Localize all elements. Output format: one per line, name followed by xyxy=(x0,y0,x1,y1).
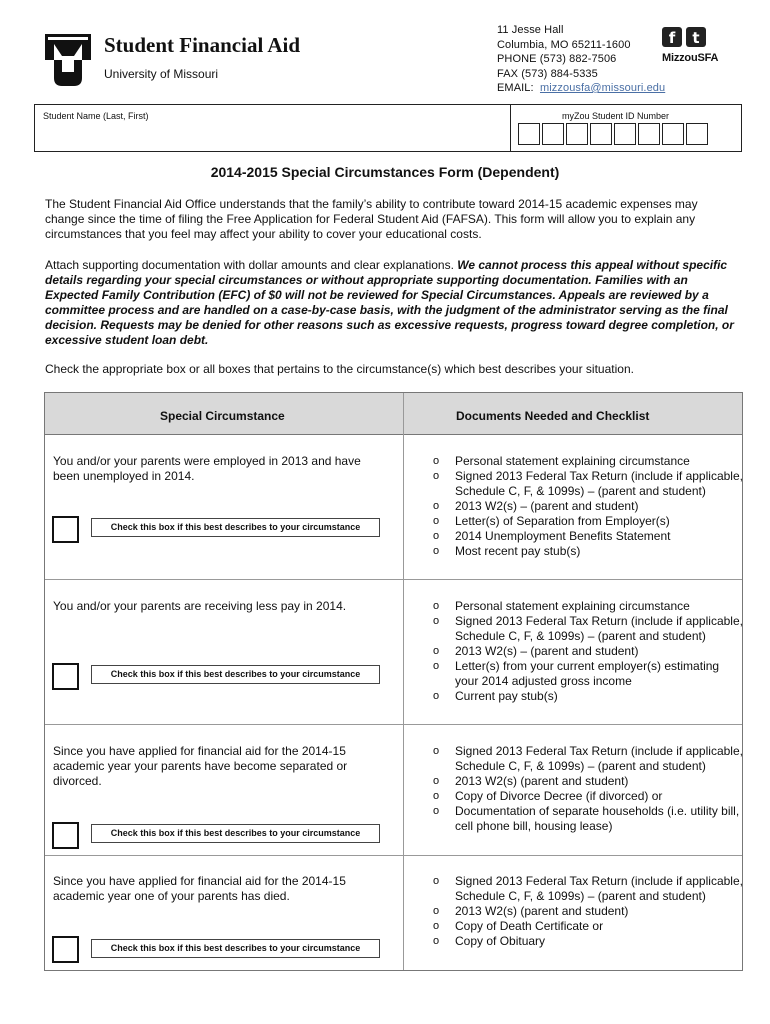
id-cell[interactable] xyxy=(662,123,684,145)
doc-item: o Current pay stub(s) xyxy=(433,689,743,704)
id-cell[interactable] xyxy=(614,123,636,145)
circumstance-text-1: You and/or your parents were employed in 2013 and have been unemployed in 2014. xyxy=(53,454,361,483)
circumstance-checkbox-1[interactable] xyxy=(52,516,79,543)
doc-item: o 2013 W2(s) – (parent and student) xyxy=(433,499,743,514)
doc-item: o Letter(s) from your current employer(s) estimating your 2014 adjusted gross income xyxy=(433,659,743,689)
address-line-1: 11 Jesse Hall xyxy=(497,24,564,36)
email-link[interactable]: mizzousfa@missouri.edu xyxy=(539,82,666,94)
email-label: EMAIL: xyxy=(497,82,534,94)
intro-paragraph: The Student Financial Aid Office understands that the family’s ability to contribute toward 2014-15 academic expenses may change since the time of filing the Free Application for Federal Student Aid (FAFSA). This form will allow you to explain any circumstances that you feel may affect your ability to cover your educational costs. xyxy=(45,197,698,241)
instruction-text: Check the appropriate box or all boxes that pertains to the circumstance(s) which best describes your situation. xyxy=(45,362,634,376)
doc-item: o 2013 W2(s) – (parent and student) xyxy=(433,644,743,659)
id-cell[interactable] xyxy=(590,123,612,145)
circumstance-table xyxy=(44,392,743,971)
attach-plain: Attach supporting documentation with dollar amounts and clear explanations. xyxy=(45,258,458,272)
university-name: University of Missouri xyxy=(104,67,219,81)
id-cell[interactable] xyxy=(638,123,660,145)
checkbox-label-4: Check this box if this best describes to your circumstance xyxy=(91,939,380,958)
circumstance-text-3: Since you have applied for financial aid for the 2014-15 academic year your parents have become separated or divorced. xyxy=(53,744,348,788)
checkbox-label-1: Check this box if this best describes to your circumstance xyxy=(91,518,380,537)
id-cell[interactable] xyxy=(542,123,564,145)
twitter-icon[interactable]: t xyxy=(686,27,706,47)
circumstance-checkbox-4[interactable] xyxy=(52,936,79,963)
attach-paragraph xyxy=(45,258,735,348)
student-box-divider xyxy=(510,105,511,151)
circumstance-checkbox-2[interactable] xyxy=(52,663,79,690)
circumstance-checkbox-3[interactable] xyxy=(52,822,79,849)
circumstance-text-4: Since you have applied for financial aid for the 2014-15 academic year one of your parents has died. xyxy=(53,874,346,903)
doc-item: o Personal statement explaining circumstance xyxy=(433,454,743,469)
col-header-documents: Documents Needed and Checklist xyxy=(456,409,650,423)
id-cell[interactable] xyxy=(686,123,708,145)
doc-item: o Signed 2013 Federal Tax Return (include if applicable, Schedule C, F, & 1099s) – (parent and student) xyxy=(433,614,743,644)
docs-list-3 xyxy=(433,744,743,834)
doc-item: o Personal statement explaining circumstance xyxy=(433,599,743,614)
row-divider xyxy=(45,724,742,725)
facebook-icon[interactable]: f xyxy=(662,27,682,47)
column-divider xyxy=(403,393,404,970)
row-divider xyxy=(45,579,742,580)
doc-item: o Signed 2013 Federal Tax Return (include if applicable, Schedule C, F, & 1099s) – (parent and student) xyxy=(433,469,743,499)
student-id-label: myZou Student ID Number xyxy=(562,111,670,121)
doc-item: o Signed 2013 Federal Tax Return (include if applicable, Schedule C, F, & 1099s) – (parent and student) xyxy=(433,874,743,904)
doc-item: o Copy of Divorce Decree (if divorced) or xyxy=(433,789,743,804)
doc-item: o Documentation of separate households (i.e. utility bill, cell phone bill, housing lease) xyxy=(433,804,743,834)
student-info-box xyxy=(34,104,742,152)
fax: FAX (573) 884-5335 xyxy=(497,67,598,80)
doc-item: o 2013 W2(s) (parent and student) xyxy=(433,904,743,919)
attach-warning: We cannot process this appeal without specific details regarding your special circumstances or without appropriate supporting documentation. Families with an Expected Family Contribution (EFC) of $0 will not be reviewed for Special Circumstances. Appeals are reviewed by a committee process and are handled on a case-by-case basis, with the judgment of the administrator serving as the final decision. Requests may be denied for other reasons such as excessive requests, progress toward degree completion, or excessive student loan debt. xyxy=(45,258,734,347)
social-icons xyxy=(662,27,710,48)
social-handle: MizzouSFA xyxy=(662,52,719,64)
doc-item: o 2014 Unemployment Benefits Statement xyxy=(433,529,743,544)
doc-item: o Most recent pay stub(s) xyxy=(433,544,743,559)
table-header xyxy=(45,393,742,435)
docs-list-2 xyxy=(433,599,743,704)
col-header-circumstance: Special Circumstance xyxy=(160,409,285,423)
address-line-2: Columbia, MO 65211-1600 xyxy=(497,38,631,51)
docs-list-1 xyxy=(433,454,743,559)
student-name-label: Student Name (Last, First) xyxy=(43,111,149,121)
id-cell[interactable] xyxy=(518,123,540,145)
checkbox-label-3: Check this box if this best describes to your circumstance xyxy=(91,824,380,843)
doc-item: o Copy of Death Certificate or xyxy=(433,919,743,934)
doc-item: o Signed 2013 Federal Tax Return (include if applicable, Schedule C, F, & 1099s) – (parent and student) xyxy=(433,744,743,774)
mu-logo-icon xyxy=(45,34,91,86)
doc-item: o Copy of Obituary xyxy=(433,934,743,949)
phone: PHONE (573) 882-7506 xyxy=(497,53,617,65)
id-cell[interactable] xyxy=(566,123,588,145)
doc-item: o 2013 W2(s) (parent and student) xyxy=(433,774,743,789)
form-title: 2014-2015 Special Circumstances Form (Dependent) xyxy=(210,164,560,180)
contact-block xyxy=(497,23,665,96)
row-divider xyxy=(45,855,742,856)
student-id-cells xyxy=(518,123,710,145)
org-name: Student Financial Aid xyxy=(104,33,301,57)
docs-list-4 xyxy=(433,874,743,949)
doc-item: o Letter(s) of Separation from Employer(s) xyxy=(433,514,743,529)
email-row xyxy=(497,81,665,96)
circumstance-text-2: You and/or your parents are receiving less pay in 2014. xyxy=(53,599,347,613)
checkbox-label-2: Check this box if this best describes to your circumstance xyxy=(91,665,380,684)
